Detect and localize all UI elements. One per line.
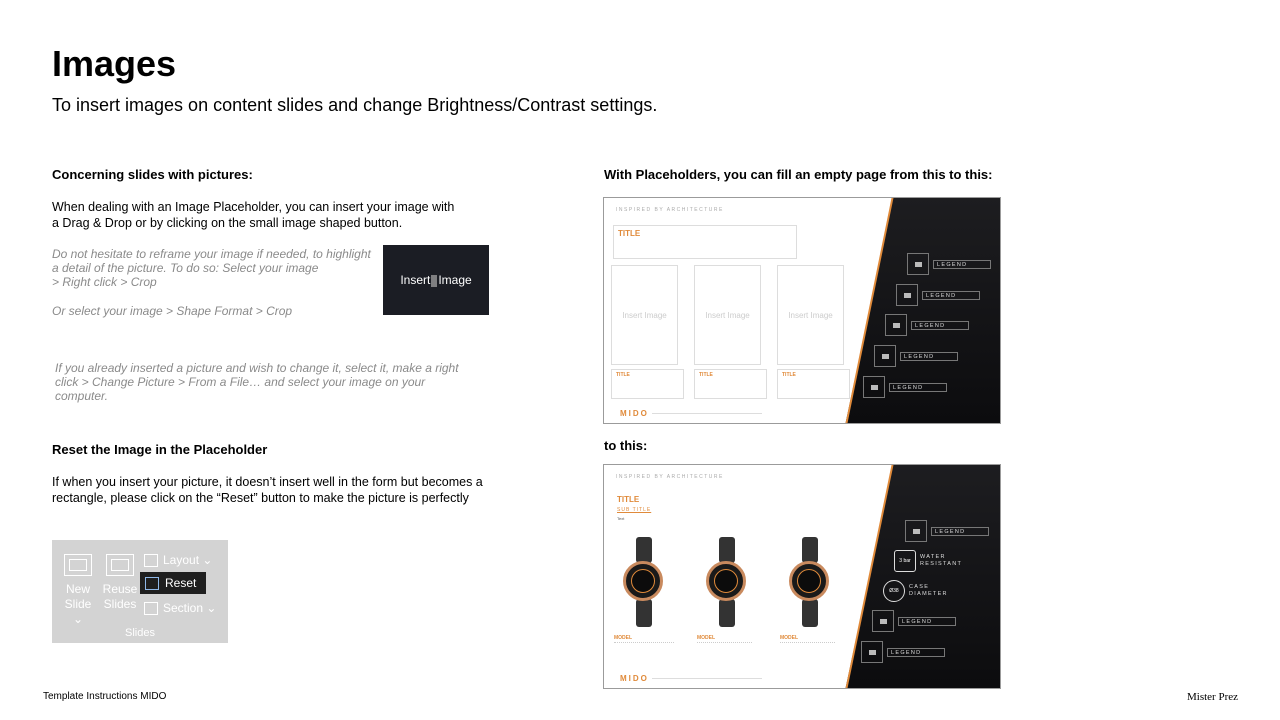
- note-change-picture: [55, 361, 459, 403]
- slide-title-box: [613, 225, 797, 259]
- note-line: If you already inserted a picture and wish to change it, select it, make a right: [55, 361, 459, 375]
- reuse-slides-icon: [106, 554, 134, 576]
- insert-text: Insert: [400, 273, 431, 287]
- heading-placeholders: With Placeholders, you can fill an empty page from this to this:: [604, 167, 993, 182]
- note-shape-format: Or select your image > Shape Format > Crop: [52, 304, 293, 318]
- model-label: MODEL: [614, 635, 633, 641]
- legend-label: LEGEND: [922, 291, 980, 300]
- new-slide-label: New: [65, 582, 90, 596]
- image-icon: [905, 520, 927, 542]
- model-details: [614, 642, 674, 657]
- section-button[interactable]: [144, 600, 216, 616]
- reuse-slides-label: Reuse: [102, 582, 138, 596]
- image-icon: [861, 641, 883, 663]
- legend-label: LEGEND: [931, 527, 989, 536]
- water-legend-line: WATER: [920, 554, 946, 560]
- legend-item: [905, 520, 989, 542]
- heading-reset: Reset the Image in the Placeholder: [52, 442, 268, 457]
- slide-filled-preview: [603, 464, 1001, 689]
- model-label: MODEL: [697, 635, 716, 641]
- image-icon: [872, 610, 894, 632]
- legend-label: LEGEND: [887, 648, 945, 657]
- image-icon: [863, 376, 885, 398]
- paragraph-line: rectangle, please click on the “Reset” button to make the picture is perfectly: [52, 491, 469, 505]
- footer-template-label: Template Instructions MIDO: [43, 691, 167, 702]
- note-line: Do not hesitate to reframe your image if needed, to highlight: [52, 247, 371, 261]
- watch-image: [702, 537, 752, 627]
- legend-label: LEGEND: [933, 260, 991, 269]
- new-slide-icon: [64, 554, 92, 576]
- footer-rule: [652, 413, 762, 414]
- note-line: computer.: [55, 389, 108, 403]
- slide-subtitle: SUB TITLE: [617, 507, 652, 513]
- reset-label: Reset: [165, 576, 197, 590]
- paragraph-line: If when you insert your picture, it doesn’t insert well in the form but becomes a: [52, 475, 483, 489]
- note-line: > Right click > Crop: [52, 275, 157, 289]
- model-details: [697, 642, 752, 657]
- brand-logo: MIDO: [620, 409, 649, 418]
- water-legend: [920, 554, 962, 568]
- water-legend-line: RESISTANT: [920, 561, 963, 567]
- paragraph-line: When dealing with an Image Placeholder, you can insert your image with: [52, 200, 455, 214]
- legend-item: [885, 314, 969, 336]
- layout-label: Layout ⌄: [163, 553, 213, 567]
- image-icon: [896, 284, 918, 306]
- legend-label: LEGEND: [889, 383, 947, 392]
- reuse-slides-label: Slides: [103, 597, 137, 611]
- caption-title: TITLE: [782, 372, 796, 378]
- heading-concerning: Concerning slides with pictures:: [52, 167, 253, 182]
- note-line: a detail of the picture. To do so: Select your image: [52, 261, 319, 275]
- new-slide-button[interactable]: [62, 554, 94, 627]
- watch-image: [785, 537, 835, 627]
- section-label: Section ⌄: [163, 601, 217, 615]
- case-legend-line: DIAMETER: [909, 591, 948, 597]
- case-legend: [909, 584, 948, 598]
- image-placeholder: Insert Image: [694, 265, 761, 365]
- image-placeholder: Insert Image: [611, 265, 678, 365]
- legend-label: LEGEND: [898, 617, 956, 626]
- caption-title: TITLE: [699, 372, 713, 378]
- paragraph-line: a Drag & Drop or by clicking on the small image shaped button.: [52, 216, 403, 230]
- legend-item: [874, 345, 958, 367]
- legend-item: [861, 641, 945, 663]
- caption-box: [777, 369, 850, 399]
- legend-item: [872, 610, 956, 632]
- legend-item: [907, 253, 991, 275]
- caption-title: TITLE: [616, 372, 630, 378]
- slide-top-label: INSPIRED BY ARCHITECTURE: [616, 207, 724, 213]
- heading-to-this: to this:: [604, 438, 648, 453]
- ribbon-slides-group: [52, 540, 228, 643]
- legend-item: [896, 284, 980, 306]
- legend-item: [894, 550, 962, 572]
- caption-box: [611, 369, 684, 399]
- slide-top-label: INSPIRED BY ARCHITECTURE: [616, 474, 724, 480]
- image-text: Image: [438, 273, 472, 287]
- legend-label: LEGEND: [911, 321, 969, 330]
- case-legend-line: CASE: [909, 584, 930, 590]
- paragraph-reset: [52, 474, 483, 506]
- footer-author: Mister Prez: [1186, 691, 1238, 703]
- ribbon-group-label: Slides: [125, 627, 155, 639]
- footer-rule: [652, 678, 762, 679]
- model-label: MODEL: [780, 635, 799, 641]
- section-icon: [144, 602, 158, 615]
- slide-title: TITLE: [617, 495, 640, 504]
- page-title: Images: [52, 43, 177, 84]
- reset-button[interactable]: [140, 572, 206, 594]
- caption-box: [694, 369, 767, 399]
- layout-button[interactable]: [144, 552, 212, 568]
- new-slide-label: Slide ⌄: [64, 597, 92, 626]
- slide-title: TITLE: [618, 229, 641, 238]
- slide-empty-preview: [603, 197, 1001, 424]
- legend-item: [863, 376, 947, 398]
- reuse-slides-button[interactable]: [102, 554, 138, 612]
- brand-logo: MIDO: [620, 674, 649, 683]
- insert-image-thumbnail: [383, 245, 489, 315]
- note-line: click > Change Picture > From a File… and select your image on your: [55, 375, 426, 389]
- reset-icon: [145, 577, 159, 590]
- slide-text: Text: [617, 516, 625, 521]
- legend-item: [883, 580, 948, 602]
- cursor-icon: [431, 275, 437, 287]
- image-icon: [907, 253, 929, 275]
- legend-label: LEGEND: [900, 352, 958, 361]
- image-placeholder: Insert Image: [777, 265, 844, 365]
- case-diameter-icon: Ø38: [883, 580, 905, 602]
- water-resistant-icon: 3 bar: [894, 550, 916, 572]
- image-icon: [885, 314, 907, 336]
- paragraph-placeholder: [52, 199, 454, 231]
- image-icon: [874, 345, 896, 367]
- model-details: [780, 642, 835, 657]
- note-crop: [52, 247, 371, 289]
- watch-image: [619, 537, 669, 627]
- layout-icon: [144, 554, 158, 567]
- page-subtitle: To insert images on content slides and change Brightness/Contrast settings.: [52, 95, 658, 115]
